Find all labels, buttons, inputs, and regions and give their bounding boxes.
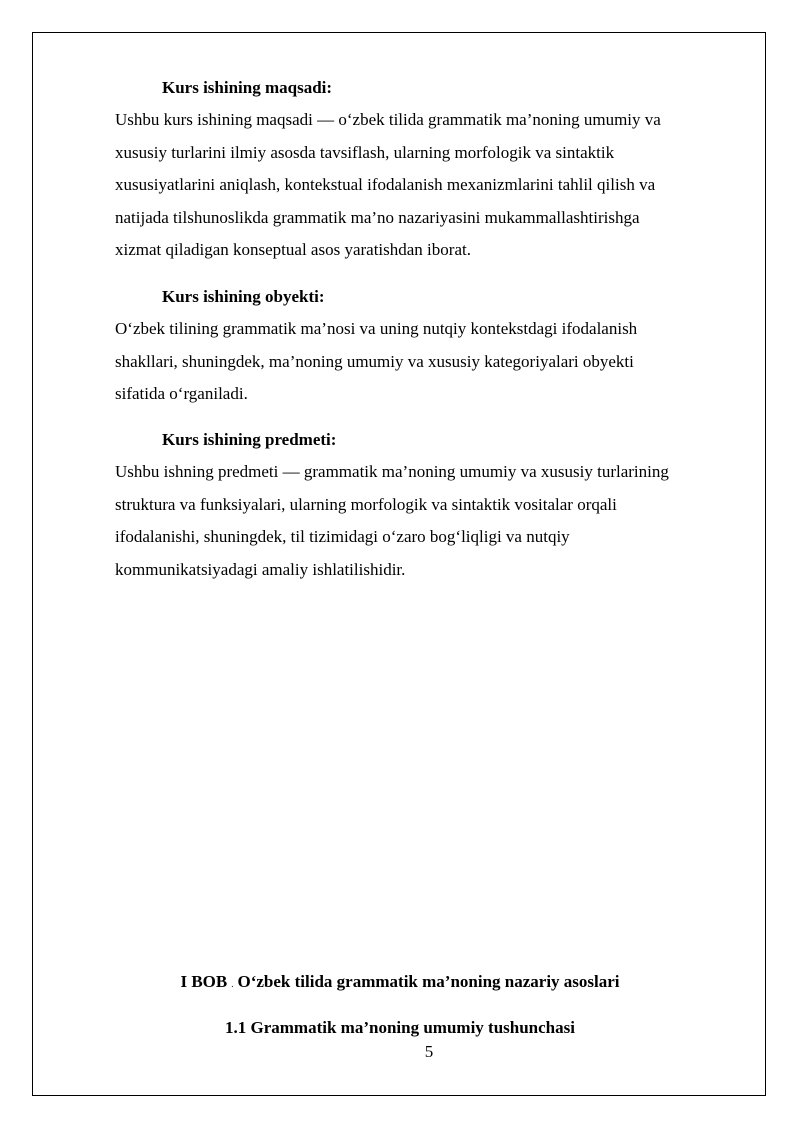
section-predmet <box>115 430 735 586</box>
section-paragraph <box>115 313 735 411</box>
chapter-separator: . <box>231 979 234 989</box>
paragraph-line: xizmat qiladigan konseptual asos yaratishdan iborat. <box>115 240 471 260</box>
paragraph-line: xususiy turlarini ilmiy asosda tavsiflash, ularning morfologik va sintaktik <box>115 142 615 162</box>
section-paragraph <box>115 104 735 267</box>
section-obyekt <box>115 287 735 411</box>
section-heading: Kurs ishining maqsadi: <box>162 78 333 97</box>
paragraph-line: sifatida o‘rganiladi. <box>115 384 248 404</box>
chapter-label: I BOB <box>180 972 228 991</box>
paragraph-line: struktura va funksiyalari, ularning morfologik va sintaktik vositalar orqali <box>115 494 617 514</box>
paragraph-line: kommunikatsiyadagi amaliy ishlatilishidir. <box>115 559 406 579</box>
section-maqsad <box>115 78 735 267</box>
section-paragraph <box>115 456 735 586</box>
subchapter-title: 1.1 Grammatik ma’noning umumiy tushunchasi <box>225 1018 575 1037</box>
paragraph-line: shakllari, shuningdek, ma’noning umumiy va xususiy kategoriyalari obyekti <box>115 351 634 371</box>
paragraph-line: xususiyatlarini aniqlash, kontekstual ifodalanish mexanizmlarini tahlil qilish va <box>115 175 656 195</box>
paragraph-line: natijada tilshunoslikda grammatik ma’no nazariyasini mukammallashtirishga <box>115 207 640 227</box>
chapter-heading: O‘zbek tilida grammatik ma’noning nazariy asoslari <box>237 972 620 991</box>
chapter-title <box>0 972 800 992</box>
page-number: 5 <box>424 1042 434 1061</box>
section-heading: Kurs ishining predmeti: <box>162 430 337 449</box>
paragraph-line: O‘zbek tilining grammatik ma’nosi va uning nutqiy kontekstdagi ifodalanish <box>115 319 638 338</box>
paragraph-line: ifodalanishi, shuningdek, til tizimidagi o‘zaro bog‘liqligi va nutqiy <box>115 527 570 547</box>
section-heading: Kurs ishining obyekti: <box>162 287 325 306</box>
paragraph-line: Ushbu ishning predmeti — grammatik ma’noning umumiy va xususiy turlarining <box>115 462 669 481</box>
paragraph-line: Ushbu kurs ishining maqsadi — o‘zbek tilida grammatik ma’noning umumiy va <box>115 110 661 129</box>
